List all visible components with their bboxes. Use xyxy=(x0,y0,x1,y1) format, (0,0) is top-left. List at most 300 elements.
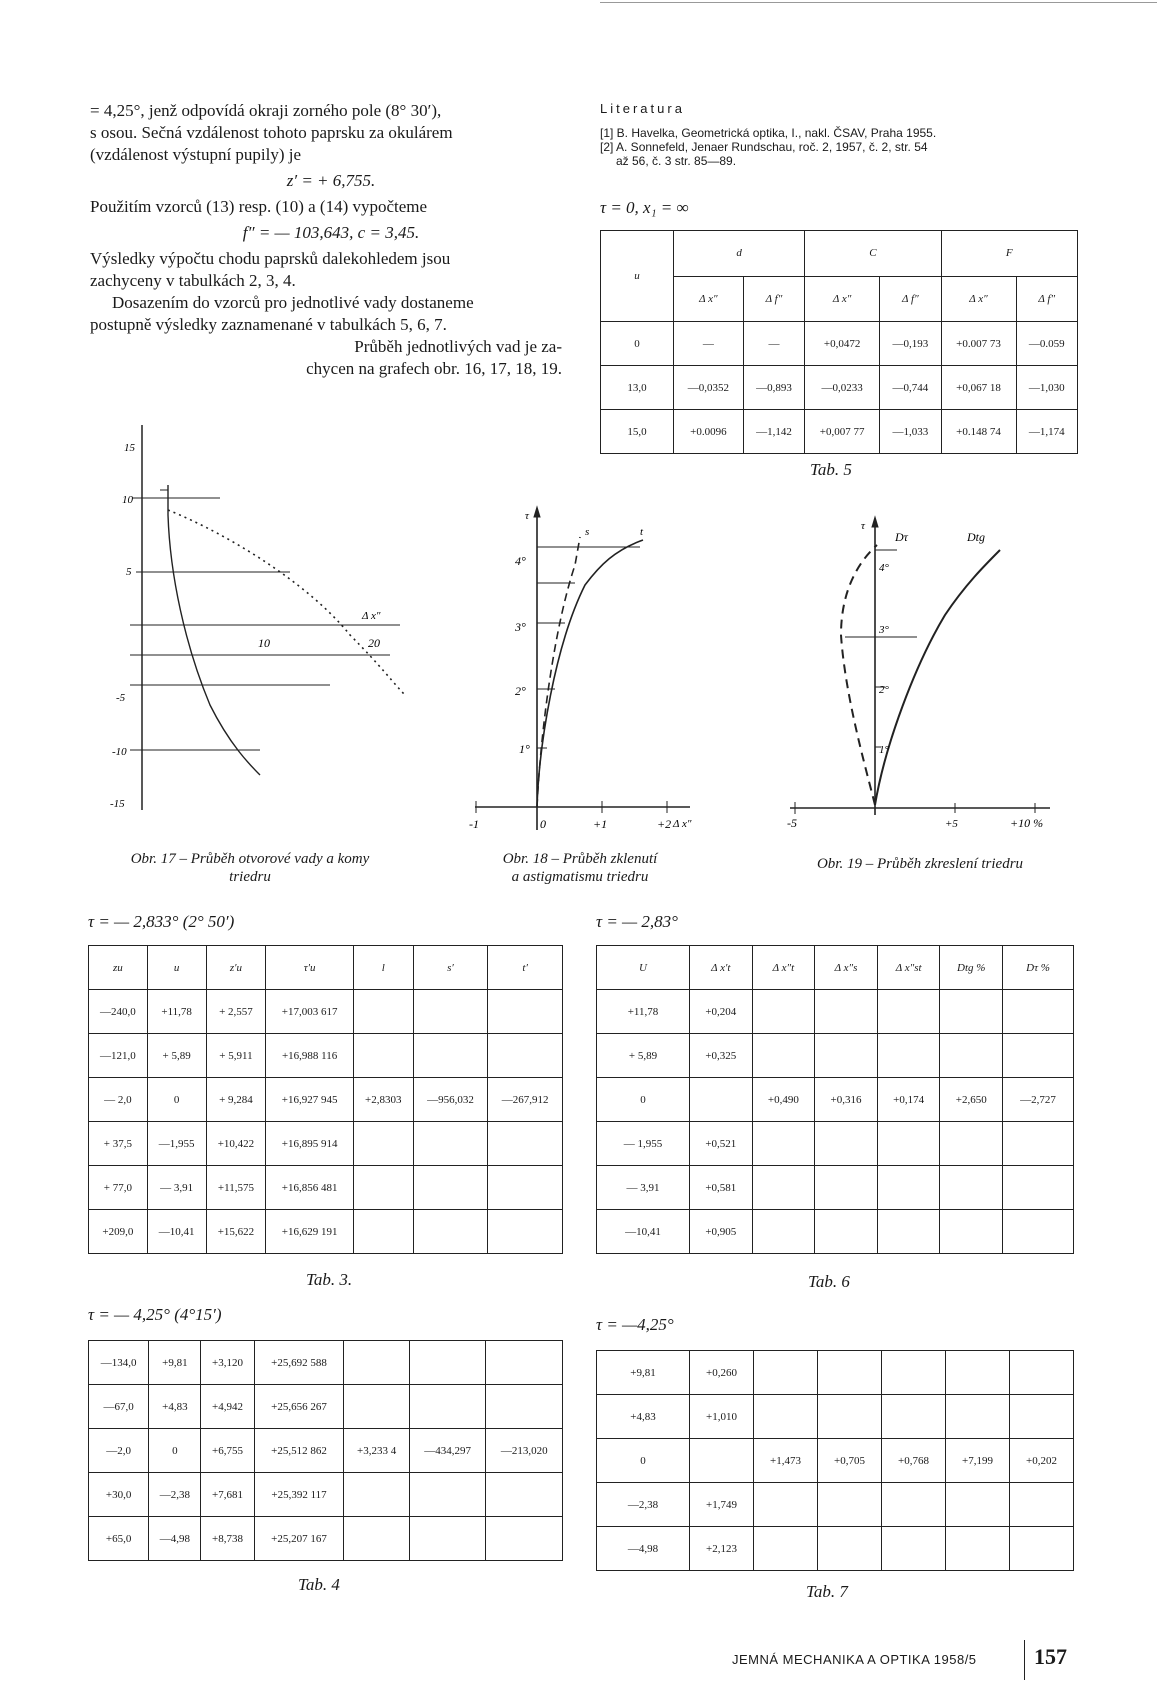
table-cell xyxy=(1010,1351,1074,1395)
table-cell: 0 xyxy=(597,1439,690,1483)
table-cell xyxy=(818,1527,882,1571)
fig17-y-tick: -10 xyxy=(112,746,127,758)
table-cell xyxy=(818,1351,882,1395)
table-cell: + 77,0 xyxy=(89,1166,148,1210)
tab7-label: Tab. 7 xyxy=(806,1582,848,1601)
equation: f″ = — 103,643, c = 3,45. xyxy=(242,223,420,242)
tab3-label: Tab. 3. xyxy=(306,1270,353,1289)
table-cell xyxy=(882,1527,946,1571)
table-cell: +0.0096 xyxy=(674,410,744,454)
table-row xyxy=(89,1429,563,1473)
table-cell: —0,0233 xyxy=(805,366,880,410)
table-cell: —0,893 xyxy=(743,366,804,410)
table-row xyxy=(89,1166,563,1210)
fig19-x-tick: -5 xyxy=(787,816,797,830)
table-cell: +0,325 xyxy=(690,1034,753,1078)
table-row xyxy=(597,990,1074,1034)
table-cell xyxy=(877,1122,940,1166)
table-row xyxy=(89,1034,563,1078)
table-row xyxy=(597,1166,1074,1210)
figure-19 xyxy=(785,515,1065,835)
table-row xyxy=(601,322,1078,366)
table-cell: +25,656 267 xyxy=(254,1385,344,1429)
tab6-header: Δ x″t xyxy=(752,946,815,990)
table-cell: +0,204 xyxy=(690,990,753,1034)
table-cell xyxy=(1003,1166,1074,1210)
table-cell xyxy=(818,1395,882,1439)
table-cell xyxy=(754,1395,818,1439)
equation: z′ = + 6,755. xyxy=(286,171,376,190)
fig18-x-tick: +2 xyxy=(657,817,672,831)
table-cell xyxy=(488,1034,563,1078)
table-cell: +16,988 116 xyxy=(266,1034,354,1078)
table-cell: —0,0352 xyxy=(674,366,744,410)
table-cell: +25,392 117 xyxy=(254,1473,344,1517)
fig18-caption xyxy=(470,850,690,886)
table-cell: +15,622 xyxy=(206,1210,266,1254)
table-cell xyxy=(353,1166,413,1210)
table-cell: 0 xyxy=(601,322,674,366)
fig17-y-tick: -5 xyxy=(116,692,126,704)
table-cell: + 37,5 xyxy=(89,1122,148,1166)
table-cell: +10,422 xyxy=(206,1122,266,1166)
table-cell xyxy=(940,990,1003,1034)
fig19-curve-dtg-label: Dtg xyxy=(967,530,985,544)
fig19-caption: Obr. 19 – Průběh zkreslení triedru xyxy=(816,856,1024,872)
table-cell: +0,174 xyxy=(877,1078,940,1122)
table-cell: +0,0472 xyxy=(805,322,880,366)
table-cell: —213,020 xyxy=(486,1429,563,1473)
table-cell: +25,512 862 xyxy=(254,1429,344,1473)
fig19-x-tick: +10 % xyxy=(1010,816,1044,830)
table-cell: +1,010 xyxy=(690,1395,754,1439)
text-line: s osou. Sečná vzdálenost tohoto paprsku za okulárem xyxy=(90,123,453,142)
table-cell xyxy=(409,1341,486,1385)
table-cell xyxy=(877,1210,940,1254)
fig17-y-tick: -15 xyxy=(110,798,125,810)
text-line: Použitím vzorců (13) resp. (10) a (14) vypočteme xyxy=(90,197,428,216)
table-cell: —267,912 xyxy=(488,1078,563,1122)
table-cell: —1,142 xyxy=(743,410,804,454)
caption-line: Obr. 17 – Průběh otvorové vady a komy xyxy=(130,851,370,867)
table-cell xyxy=(752,990,815,1034)
fig18-y-tick: 1° xyxy=(519,742,530,756)
table-cell: +0,490 xyxy=(752,1078,815,1122)
table-cell xyxy=(815,1166,878,1210)
table-cell: 0 xyxy=(149,1429,201,1473)
table-row xyxy=(597,1483,1074,1527)
table-cell xyxy=(882,1395,946,1439)
table-cell: +209,0 xyxy=(89,1210,148,1254)
fig17-curve-dotted xyxy=(168,510,405,695)
table-cell: — xyxy=(743,322,804,366)
left-text-column xyxy=(90,100,572,380)
tab4-title: τ = — 4,25° (4°15′) xyxy=(88,1305,222,1324)
table-cell xyxy=(488,1122,563,1166)
text-line: zachyceny v tabulkách 2, 3, 4. xyxy=(90,271,296,290)
table-cell: +2,123 xyxy=(690,1527,754,1571)
fig18-curve-s xyxy=(537,537,580,807)
fig18-x-tick: 0 xyxy=(540,817,546,831)
tab6-header: Δ x″s xyxy=(815,946,878,990)
table-cell xyxy=(1003,1122,1074,1166)
table-cell: —10,41 xyxy=(597,1210,690,1254)
table-cell xyxy=(488,990,563,1034)
table-cell xyxy=(877,990,940,1034)
table-row xyxy=(597,1210,1074,1254)
table-cell: +25,692 588 xyxy=(254,1341,344,1385)
table-cell xyxy=(1003,1210,1074,1254)
tab6-header: Dtg % xyxy=(940,946,1003,990)
table-cell xyxy=(946,1395,1010,1439)
table-cell: —2,38 xyxy=(149,1473,201,1517)
text-line: Výsledky výpočtu chodu paprsků dalekohledem jsou xyxy=(90,249,451,268)
table-cell: —434,297 xyxy=(409,1429,486,1473)
tab6-header: Dτ % xyxy=(1003,946,1074,990)
table-cell xyxy=(946,1483,1010,1527)
table-row xyxy=(89,1385,563,1429)
fig17-y-tick: 15 xyxy=(124,442,135,454)
table-row xyxy=(89,1517,563,1561)
tab5-header-c: C xyxy=(805,231,941,277)
table-cell: 0 xyxy=(147,1078,206,1122)
table-cell xyxy=(486,1473,563,1517)
table-cell xyxy=(752,1122,815,1166)
table-cell: —1,955 xyxy=(147,1122,206,1166)
fig19-x-tick: +5 xyxy=(945,818,958,830)
tab3-header: z′u xyxy=(206,946,266,990)
table-cell: +0,067 18 xyxy=(941,366,1016,410)
table-cell xyxy=(752,1034,815,1078)
tab6-table xyxy=(596,945,1074,1254)
footer-divider xyxy=(1024,1640,1025,1680)
table-cell: +30,0 xyxy=(89,1473,149,1517)
table-cell: +1,473 xyxy=(754,1439,818,1483)
figure-18 xyxy=(455,505,725,845)
table-cell: +9,81 xyxy=(597,1351,690,1395)
table-cell: —956,032 xyxy=(413,1078,488,1122)
table-cell: +0,705 xyxy=(818,1439,882,1483)
tab6-title: τ = — 2,83° xyxy=(596,912,678,931)
text-line: (vzdálenost výstupní pupily) je xyxy=(90,145,302,164)
text-line: Dosazením do vzorců pro jednotlivé vady dostaneme xyxy=(112,293,474,312)
table-cell: +0,581 xyxy=(690,1166,753,1210)
table-cell: +11,78 xyxy=(597,990,690,1034)
table-cell: +25,207 167 xyxy=(254,1517,344,1561)
fig17-caption xyxy=(80,850,420,886)
table-cell: — 2,0 xyxy=(89,1078,148,1122)
table-cell: —2,0 xyxy=(89,1429,149,1473)
reference-item: [1] B. Havelka, Geometrická optika, I., nakl. ČSAV, Praha 1955. xyxy=(600,126,937,140)
fig17-y-tick: 10 xyxy=(122,494,133,506)
table-cell xyxy=(690,1439,754,1483)
table-cell xyxy=(413,1034,488,1078)
table-cell: — 3,91 xyxy=(147,1166,206,1210)
table-cell: +4,83 xyxy=(597,1395,690,1439)
tab5-header-d: d xyxy=(674,231,805,277)
table-cell: —1,030 xyxy=(1016,366,1077,410)
figure-17 xyxy=(110,415,420,815)
page-number: 157 xyxy=(1034,1644,1067,1669)
tab5-subheader: Δ f″ xyxy=(1016,276,1077,322)
fig19-y-tick: 3° xyxy=(879,624,889,636)
table-cell: —67,0 xyxy=(89,1385,149,1429)
tab6-header: Δ x′t xyxy=(690,946,753,990)
table-cell: +65,0 xyxy=(89,1517,149,1561)
tab3-header: t′ xyxy=(488,946,563,990)
table-cell: —2,38 xyxy=(597,1483,690,1527)
fig17-x-tick: 10 xyxy=(258,636,270,650)
fig18-y-label: τ xyxy=(525,510,529,522)
table-cell xyxy=(818,1483,882,1527)
fig18-curve-s-label: s xyxy=(585,526,590,538)
fig19-curve-dt-label: Dτ xyxy=(895,530,908,544)
table-cell xyxy=(754,1527,818,1571)
fig19-y-label: τ xyxy=(861,520,865,532)
table-cell: —121,0 xyxy=(89,1034,148,1078)
table-cell xyxy=(940,1122,1003,1166)
table-cell xyxy=(409,1473,486,1517)
fig18-y-tick: 3° xyxy=(515,620,526,634)
table-cell: —240,0 xyxy=(89,990,148,1034)
fig19-y-tick: 2° xyxy=(879,684,889,696)
fig18-y-tick: 2° xyxy=(515,684,526,698)
tab7-table xyxy=(596,1350,1074,1571)
fig18-axis-label: Δ x″ xyxy=(673,818,692,830)
table-cell: —1,174 xyxy=(1016,410,1077,454)
table-cell xyxy=(353,1034,413,1078)
table-cell xyxy=(413,990,488,1034)
table-cell xyxy=(940,1034,1003,1078)
table-cell xyxy=(815,1034,878,1078)
table-cell: 15,0 xyxy=(601,410,674,454)
table-cell: +0,905 xyxy=(690,1210,753,1254)
table-row xyxy=(597,1351,1074,1395)
table-cell xyxy=(877,1034,940,1078)
table-cell xyxy=(940,1210,1003,1254)
table-cell xyxy=(946,1527,1010,1571)
table-cell xyxy=(815,1122,878,1166)
table-row xyxy=(89,1122,563,1166)
fig19-curve-dtg xyxy=(875,550,1000,805)
table-cell: +16,895 914 xyxy=(266,1122,354,1166)
fig17-x-tick: 20 xyxy=(368,636,380,650)
fig18-curve-t-label: t xyxy=(640,526,644,538)
table-cell xyxy=(409,1517,486,1561)
table-cell: +3,120 xyxy=(201,1341,254,1385)
table-cell: +17,003 617 xyxy=(266,990,354,1034)
table-cell: +9,81 xyxy=(149,1341,201,1385)
fig18-y-tick: 4° xyxy=(515,554,526,568)
table-row xyxy=(89,1210,563,1254)
top-rule xyxy=(600,2,1157,3)
table-row xyxy=(89,1473,563,1517)
table-cell: —0.059 xyxy=(1016,322,1077,366)
caption-line: Obr. 18 – Průběh zklenutí xyxy=(502,851,658,867)
tab3-title: τ = — 2,833° (2° 50′) xyxy=(88,912,235,931)
table-row xyxy=(89,990,563,1034)
table-cell xyxy=(882,1351,946,1395)
table-cell: —4,98 xyxy=(597,1527,690,1571)
table-cell xyxy=(1003,990,1074,1034)
table-cell xyxy=(877,1166,940,1210)
table-cell xyxy=(1010,1483,1074,1527)
fig17-y-tick: 5 xyxy=(126,566,132,578)
table-cell: +0.007 73 xyxy=(941,322,1016,366)
table-cell: +16,629 191 xyxy=(266,1210,354,1254)
table-cell xyxy=(940,1166,1003,1210)
table-cell: — xyxy=(674,322,744,366)
table-cell xyxy=(413,1122,488,1166)
table-cell: +8,738 xyxy=(201,1517,254,1561)
table-cell xyxy=(344,1385,409,1429)
table-row xyxy=(597,1527,1074,1571)
table-row xyxy=(597,1122,1074,1166)
tab3-table xyxy=(88,945,563,1254)
table-cell xyxy=(353,990,413,1034)
tab5-table xyxy=(600,230,1078,454)
table-cell: 13,0 xyxy=(601,366,674,410)
table-cell xyxy=(413,1166,488,1210)
table-cell xyxy=(752,1210,815,1254)
table-cell: +0,260 xyxy=(690,1351,754,1395)
table-cell xyxy=(344,1341,409,1385)
tab4-table xyxy=(88,1340,563,1561)
table-cell xyxy=(1003,1034,1074,1078)
tab5-subheader: Δ x″ xyxy=(674,276,744,322)
table-cell xyxy=(1010,1395,1074,1439)
journal-footer: JEMNÁ MECHANIKA A OPTIKA 1958/5 xyxy=(732,1652,977,1667)
table-cell: —10,41 xyxy=(147,1210,206,1254)
table-cell: —0,193 xyxy=(880,322,941,366)
table-cell: +3,233 4 xyxy=(344,1429,409,1473)
tab5-header-f: F xyxy=(941,231,1077,277)
table-cell: +4,83 xyxy=(149,1385,201,1429)
tab7-title: τ = —4,25° xyxy=(596,1315,674,1334)
table-cell: —1,033 xyxy=(880,410,941,454)
fig18-x-tick: -1 xyxy=(469,817,479,831)
tab3-header: u xyxy=(147,946,206,990)
table-cell: + 5,89 xyxy=(597,1034,690,1078)
tab5-title: τ = 0, x₁ = ∞ xyxy=(600,198,689,217)
table-cell: +0,521 xyxy=(690,1122,753,1166)
tab3-header: zu xyxy=(89,946,148,990)
fig17-curve-solid xyxy=(168,485,260,775)
tab3-header: l xyxy=(353,946,413,990)
fig19-y-tick: 4° xyxy=(879,562,889,574)
tab6-label: Tab. 6 xyxy=(808,1272,850,1291)
fig19-y-tick: 1° xyxy=(879,744,889,756)
table-cell: +16,927 945 xyxy=(266,1078,354,1122)
table-cell xyxy=(344,1473,409,1517)
table-cell xyxy=(754,1351,818,1395)
table-cell: +7,199 xyxy=(946,1439,1010,1483)
table-row xyxy=(89,1341,563,1385)
table-cell xyxy=(690,1078,753,1122)
text-line: chycen na grafech obr. 16, 17, 18, 19. xyxy=(306,359,562,378)
table-cell: +1,749 xyxy=(690,1483,754,1527)
tab5-header-u: u xyxy=(601,231,674,322)
table-cell xyxy=(409,1385,486,1429)
text-line: postupně výsledky zaznamenané v tabulkách 5, 6, 7. xyxy=(90,315,447,334)
reference-item: až 56, č. 3 str. 85—89. xyxy=(616,154,737,168)
text-line: = 4,25°, jenž odpovídá okraji zorného pole (8° 30′), xyxy=(90,101,442,120)
tab4-label: Tab. 4 xyxy=(298,1575,340,1594)
table-cell: +0,202 xyxy=(1010,1439,1074,1483)
table-cell: +6,755 xyxy=(201,1429,254,1473)
tab5-subheader: Δ x″ xyxy=(941,276,1016,322)
table-cell: +4,942 xyxy=(201,1385,254,1429)
table-row xyxy=(601,366,1078,410)
table-cell xyxy=(946,1351,1010,1395)
table-cell: + 5,89 xyxy=(147,1034,206,1078)
table-cell: —2,727 xyxy=(1003,1078,1074,1122)
tab6-header: U xyxy=(597,946,690,990)
table-cell: +2,650 xyxy=(940,1078,1003,1122)
table-cell: +0.148 74 xyxy=(941,410,1016,454)
table-row xyxy=(597,1395,1074,1439)
table-cell xyxy=(486,1341,563,1385)
tab5-subheader: Δ f″ xyxy=(880,276,941,322)
table-cell xyxy=(413,1210,488,1254)
fig18-x-tick: +1 xyxy=(593,817,608,831)
table-cell: +2,8303 xyxy=(353,1078,413,1122)
table-cell: + 2,557 xyxy=(206,990,266,1034)
table-cell xyxy=(344,1517,409,1561)
tab3-header: s′ xyxy=(413,946,488,990)
table-cell xyxy=(488,1210,563,1254)
table-cell xyxy=(1010,1527,1074,1571)
table-row xyxy=(601,410,1078,454)
table-cell xyxy=(815,990,878,1034)
table-cell: +16,856 481 xyxy=(266,1166,354,1210)
tab5-label: Tab. 5 xyxy=(810,460,852,479)
caption-line: triedru xyxy=(229,869,271,885)
table-cell: —0,744 xyxy=(880,366,941,410)
references-heading: Literatura xyxy=(600,101,685,116)
table-cell: +7,681 xyxy=(201,1473,254,1517)
caption-line: a astigmatismu triedru xyxy=(511,869,649,885)
text-line: Průběh jednotlivých vad je za- xyxy=(354,337,562,356)
tab6-header: Δ x″st xyxy=(877,946,940,990)
table-cell: —134,0 xyxy=(89,1341,149,1385)
table-cell: — 1,955 xyxy=(597,1122,690,1166)
table-row xyxy=(597,1034,1074,1078)
table-row xyxy=(597,1439,1074,1483)
table-cell xyxy=(752,1166,815,1210)
table-cell xyxy=(486,1385,563,1429)
table-cell xyxy=(486,1517,563,1561)
table-row xyxy=(89,1078,563,1122)
table-cell: 0 xyxy=(597,1078,690,1122)
tab3-header: τ′u xyxy=(266,946,354,990)
table-cell: +0,007 77 xyxy=(805,410,880,454)
table-cell: +11,78 xyxy=(147,990,206,1034)
table-cell: + 9,284 xyxy=(206,1078,266,1122)
table-cell xyxy=(488,1166,563,1210)
table-cell xyxy=(882,1483,946,1527)
reference-item: [2] A. Sonnefeld, Jenaer Rundschau, roč. 2, 1957, č. 2, str. 54 xyxy=(600,140,928,154)
references xyxy=(600,102,1100,168)
table-cell: +0,316 xyxy=(815,1078,878,1122)
table-cell xyxy=(353,1122,413,1166)
fig19-curve-dt xyxy=(841,545,877,805)
fig17-axis-label: Δ x″ xyxy=(362,610,381,622)
table-cell xyxy=(353,1210,413,1254)
table-cell: + 5,911 xyxy=(206,1034,266,1078)
table-cell: — 3,91 xyxy=(597,1166,690,1210)
table-cell: —4,98 xyxy=(149,1517,201,1561)
